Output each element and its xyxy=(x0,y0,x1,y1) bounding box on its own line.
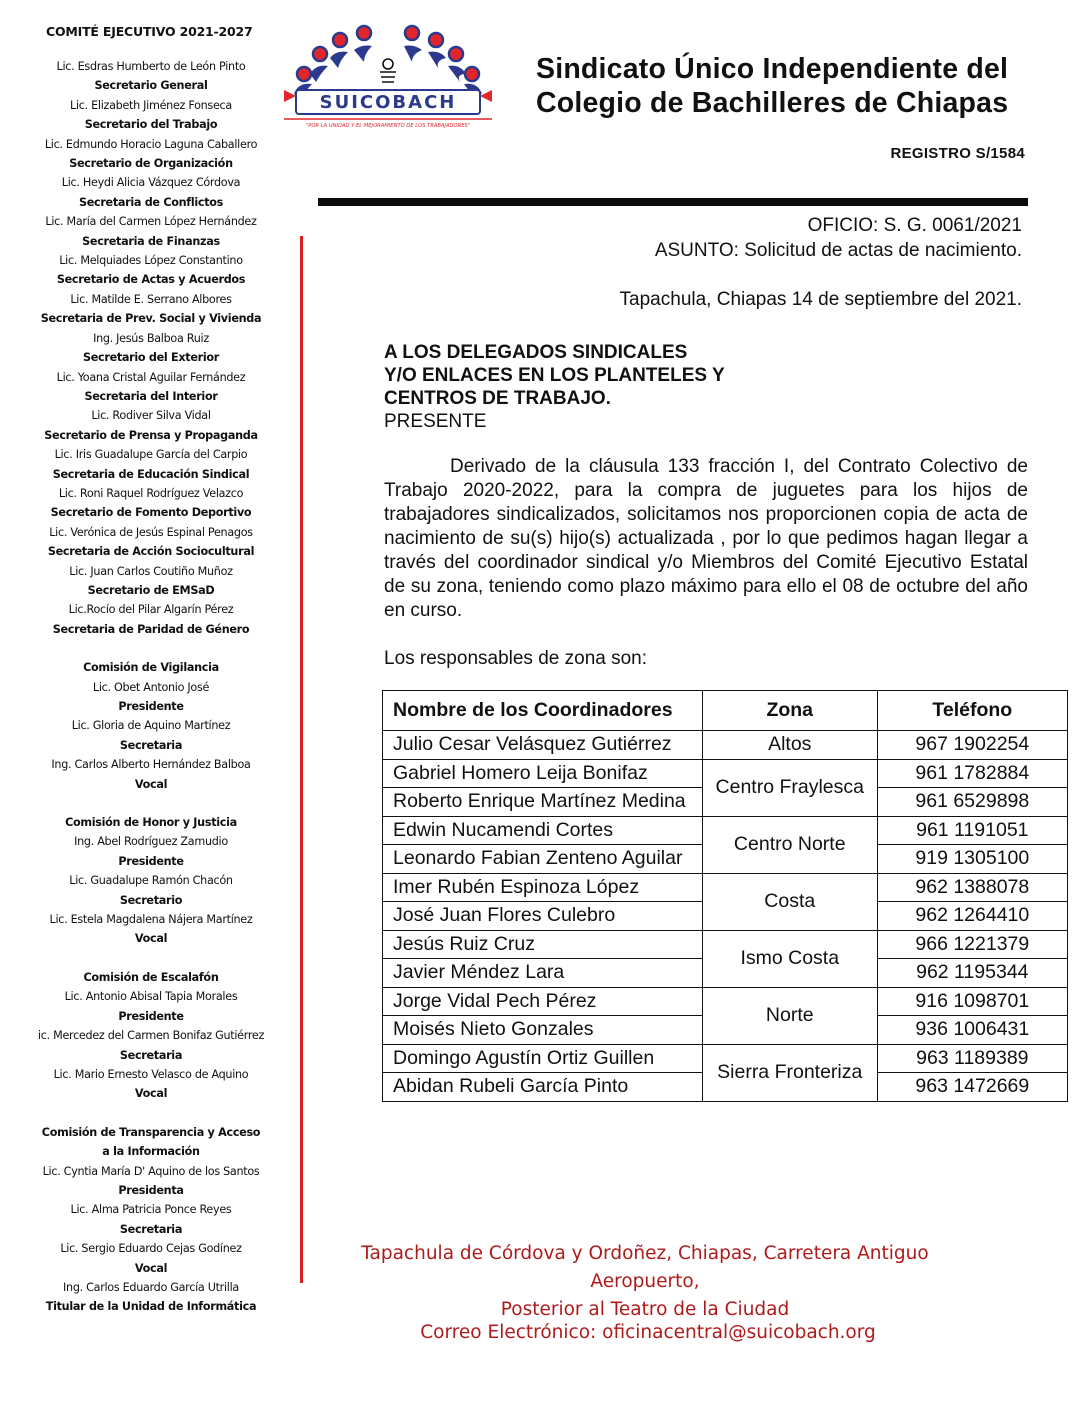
telefono-cell: 963 1189389 xyxy=(877,1044,1067,1073)
zona-cell: Centro Norte xyxy=(702,816,877,873)
coordinators-table xyxy=(382,690,1068,1102)
telefono-cell: 962 1388078 xyxy=(877,873,1067,902)
header-rule xyxy=(318,198,1028,206)
table-header-row xyxy=(383,691,1068,731)
addressee-line-3: CENTROS DE TRABAJO. xyxy=(384,388,611,409)
coordinator-name-cell: Moisés Nieto Gonzales xyxy=(383,1016,703,1045)
member-name: Lic. Heydi Alicia Vázquez Córdova xyxy=(61,176,241,190)
commission-title: Comisión de Vigilancia xyxy=(83,661,219,675)
commission-member xyxy=(22,1200,280,1239)
table-row xyxy=(383,873,1068,902)
letter-body xyxy=(384,455,1028,623)
member-role: Presidente xyxy=(118,854,184,868)
committee-member xyxy=(22,251,280,290)
coordinator-name-cell: Jesús Ruiz Cruz xyxy=(383,930,703,959)
member-name: Lic. Verónica de Jesús Espinal Penagos xyxy=(49,525,253,539)
presente-label: PRESENTE xyxy=(384,411,487,432)
member-role: Secretario del Trabajo xyxy=(84,118,218,132)
member-role: Secretario del Exterior xyxy=(83,351,219,365)
member-role: Vocal xyxy=(134,777,168,791)
zona-cell: Centro Fraylesca xyxy=(702,759,877,816)
commission-block xyxy=(22,1123,280,1317)
member-name: Lic. Iris Guadalupe García del Carpio xyxy=(54,448,248,462)
commissions-list xyxy=(22,658,280,1317)
responsables-intro: Los responsables de zona son: xyxy=(384,648,648,669)
coordinator-name-cell: Edwin Nucamendi Cortes xyxy=(383,816,703,845)
member-role: Secretaria de Conflictos xyxy=(78,195,224,209)
table-row xyxy=(383,759,1068,788)
coordinator-name-cell: Domingo Agustín Ortiz Guillen xyxy=(383,1044,703,1073)
coordinator-name-cell: José Juan Flores Culebro xyxy=(383,902,703,931)
member-role: Presidenta xyxy=(118,1183,184,1197)
member-name: Lic. Esdras Humberto de León Pinto xyxy=(56,60,246,73)
commission-member xyxy=(22,910,280,949)
member-name: Lic. Mario Ernesto Velasco de Aquino xyxy=(53,1067,249,1081)
telefono-cell: 916 1098701 xyxy=(877,987,1067,1016)
member-name: Lic. Antonio Abisal Tapia Morales xyxy=(64,990,238,1004)
member-role: Secretaria de Finanzas xyxy=(82,234,220,248)
commission-member xyxy=(22,832,280,871)
telefono-cell: 966 1221379 xyxy=(877,930,1067,959)
commission-member xyxy=(22,871,280,910)
commission-member xyxy=(22,1065,280,1104)
commission-member xyxy=(22,1026,280,1065)
member-role: Secretaria xyxy=(119,738,183,752)
table-row xyxy=(383,1044,1068,1073)
committee-member xyxy=(22,445,280,484)
member-role: Secretaria del Interior xyxy=(84,389,218,403)
commission-member xyxy=(22,678,280,717)
coordinator-name-cell: Leonardo Fabian Zenteno Aguilar xyxy=(383,845,703,874)
member-role: Secretaria de Educación Sindical xyxy=(52,467,250,481)
member-name: Lic. Obet Antonio José xyxy=(92,680,210,694)
committee-member xyxy=(22,368,280,407)
member-name: Lic. Rodiver Silva Vidal xyxy=(91,409,211,423)
header-telefono: Teléfono xyxy=(877,691,1067,731)
commission-member xyxy=(22,755,280,794)
committee-member xyxy=(22,57,280,96)
member-name: Lic. Juan Carlos Coutiño Muñoz xyxy=(69,564,233,578)
member-name: Lic. Yoana Cristal Aguilar Fernández xyxy=(56,370,246,384)
addressee-line-1: A LOS DELEGADOS SINDICALES xyxy=(384,342,688,363)
committee-members-list xyxy=(22,57,280,639)
coordinators-table-body xyxy=(383,731,1068,1102)
member-name: Ing. Abel Rodríguez Zamudio xyxy=(74,835,228,849)
member-name: Ing. Carlos Eduardo García Utrilla xyxy=(63,1280,239,1294)
member-role: Vocal xyxy=(134,932,168,946)
commission-member xyxy=(22,1162,280,1201)
member-name: Lic. Elizabeth Jiménez Fonseca xyxy=(70,98,232,112)
member-role: Secretario de EMSaD xyxy=(87,583,215,597)
committee-member xyxy=(22,329,280,368)
member-name: Lic.Rocío del Pilar Algarín Pérez xyxy=(68,603,234,617)
registration-number: REGISTRO S/1584 xyxy=(890,145,1025,162)
commission-block xyxy=(22,968,280,1104)
member-role: Secretario de Prensa y Propaganda xyxy=(44,428,258,442)
commission-member xyxy=(22,1278,280,1317)
coordinator-name-cell: Roberto Enrique Martínez Medina xyxy=(383,788,703,817)
addressee-line-2: Y/O ENLACES EN LOS PLANTELES Y xyxy=(384,365,725,386)
zona-cell: Norte xyxy=(702,987,877,1044)
telefono-cell: 961 1191051 xyxy=(877,816,1067,845)
member-name: Lic. María del Carmen López Hernández xyxy=(45,215,257,229)
org-name-line-1: Sindicato Único Independiente del xyxy=(536,53,1009,85)
member-role: Secretario General xyxy=(94,79,208,93)
subject-line: ASUNTO: Solicitud de actas de nacimiento. xyxy=(654,240,1022,261)
member-role: Secretario de Fomento Deportivo xyxy=(50,506,252,520)
committee-member xyxy=(22,484,280,523)
executive-committee-sidebar xyxy=(22,24,280,1317)
commission-block xyxy=(22,658,280,794)
member-role: Vocal xyxy=(134,1087,168,1101)
logo-motto: "POR LA UNIDAD Y EL MEJORAMIENTO DE LOS TRABAJADORES" xyxy=(305,123,471,129)
addressee-block xyxy=(384,341,725,433)
member-role: Secretaria de Acción Sociocultural xyxy=(47,545,255,559)
committee-member xyxy=(22,173,280,212)
body-paragraph: Derivado de la cláusula 133 fracción I, del Contrato Colectivo de Trabajo 2020-2022, para la compra de juguetes para los hijos de trabajadores sindicalizados, solicitamos nos proporcionen copia de acta de nacimiento de su(s) hijo(s) actualizada , por lo que pedimos hagan llegar a través del coordinador sindical y/o Miembros del Comité Ejecutivo Estatal de su zona, teniendo como plazo máximo para ello el 08 de octubre del año en curso. xyxy=(384,456,1028,621)
committee-member xyxy=(22,406,280,445)
footer-address xyxy=(310,1240,980,1324)
commission-member xyxy=(22,1239,280,1278)
organization-name xyxy=(536,52,1008,120)
commission-title: Comisión de Honor y Justicia xyxy=(65,816,237,830)
coordinator-name-cell: Gabriel Homero Leija Bonifaz xyxy=(383,759,703,788)
member-role: Secretaria de Paridad de Género xyxy=(52,622,250,636)
commission-member xyxy=(22,716,280,755)
table-row xyxy=(383,816,1068,845)
member-name: Lic. Alma Patricia Ponce Reyes xyxy=(70,1203,232,1217)
member-name: Ing. Jesús Balboa Ruiz xyxy=(93,331,209,345)
oficio-number: OFICIO: S. G. 0061/2021 xyxy=(807,215,1022,236)
coordinator-name-cell: Javier Méndez Lara xyxy=(383,959,703,988)
header-nombre: Nombre de los Coordinadores xyxy=(383,691,703,731)
org-name-line-2: Colegio de Bachilleres de Chiapas xyxy=(536,87,1009,119)
footer-address-line-1: Tapachula de Córdova y Ordoñez, Chiapas, Carretera Antiguo Aeropuerto, xyxy=(361,1243,929,1292)
member-name: Lic. Edmundo Horacio Laguna Caballero xyxy=(44,137,258,151)
committee-member xyxy=(22,600,280,639)
member-role: Secretario de Organización xyxy=(69,157,233,171)
table-row xyxy=(383,731,1068,760)
member-role: Secretaria xyxy=(119,1048,183,1062)
member-role: Secretaria de Prev. Social y Vivienda xyxy=(40,312,262,326)
member-name: Lic. Matilde E. Serrano Albores xyxy=(70,292,232,306)
committee-member xyxy=(22,290,280,329)
member-name: Ing. Carlos Alberto Hernández Balboa xyxy=(51,758,251,772)
member-role: Presidente xyxy=(118,700,184,713)
commission-title: Comisión de Escalafón xyxy=(83,970,219,984)
member-name: Lic. Roni Raquel Rodríguez Velazco xyxy=(58,486,244,500)
logo-wordmark: SUICOBACH xyxy=(319,92,457,113)
sidebar-title: COMITÉ EJECUTIVO 2021-2027 xyxy=(46,24,253,39)
committee-member xyxy=(22,523,280,562)
telefono-cell: 967 1902254 xyxy=(877,731,1067,760)
member-name: Lic. Melquiades López Constantino xyxy=(59,254,243,268)
telefono-cell: 962 1195344 xyxy=(877,959,1067,988)
member-name: Lic. Sergio Eduardo Cejas Godínez xyxy=(60,1242,242,1256)
coordinator-name-cell: Abidan Rubeli García Pinto xyxy=(383,1073,703,1102)
table-row xyxy=(383,930,1068,959)
zona-cell: Ismo Costa xyxy=(702,930,877,987)
member-role: Secretario xyxy=(119,893,183,907)
member-name: Lic. Estela Magdalena Nájera Martínez xyxy=(49,913,253,927)
telefono-cell: 919 1305100 xyxy=(877,845,1067,874)
member-role: Presidente xyxy=(118,1009,184,1023)
letter-date: Tapachula, Chiapas 14 de septiembre del 2021. xyxy=(619,289,1022,310)
commission-member xyxy=(22,987,280,1026)
coordinator-name-cell: Jorge Vidal Pech Pérez xyxy=(383,987,703,1016)
member-name: Lic. Cyntia María D' Aquino de los Santos xyxy=(42,1164,260,1178)
suicobach-logo xyxy=(276,24,500,130)
zona-cell: Altos xyxy=(702,731,877,760)
footer-address-line-2: Posterior al Teatro de la Ciudad xyxy=(500,1299,790,1320)
member-role: Secretaria xyxy=(119,1222,183,1236)
committee-member xyxy=(22,562,280,601)
member-role: Titular de la Unidad de Informática xyxy=(45,1300,257,1314)
table-row xyxy=(383,987,1068,1016)
committee-member xyxy=(22,212,280,251)
header-zona: Zona xyxy=(702,691,877,731)
telefono-cell: 962 1264410 xyxy=(877,902,1067,931)
member-name: ic. Mercedez del Carmen Bonifaz Gutiérrez xyxy=(37,1029,265,1043)
coordinator-name-cell: Julio Cesar Velásquez Gutiérrez xyxy=(383,731,703,760)
commission-block xyxy=(22,813,280,949)
coordinator-name-cell: Imer Rubén Espinoza López xyxy=(383,873,703,902)
member-name: Lic. Gloria de Aquino Martínez xyxy=(71,719,231,733)
zona-cell: Sierra Fronteriza xyxy=(702,1044,877,1101)
commission-title: Comisión de Transparencia y Acceso a la Información xyxy=(41,1125,261,1159)
member-role: Secretario de Actas y Acuerdos xyxy=(56,273,246,287)
telefono-cell: 961 6529898 xyxy=(877,788,1067,817)
red-vertical-rule xyxy=(300,236,303,1283)
telefono-cell: 963 1472669 xyxy=(877,1073,1067,1102)
member-name: Lic. Guadalupe Ramón Chacón xyxy=(69,874,233,888)
telefono-cell: 936 1006431 xyxy=(877,1016,1067,1045)
zona-cell: Costa xyxy=(702,873,877,930)
footer-email: Correo Electrónico: oficinacentral@suicobach.org xyxy=(420,1322,876,1343)
committee-member xyxy=(22,96,280,135)
committee-member xyxy=(22,135,280,174)
member-role: Vocal xyxy=(134,1261,168,1275)
telefono-cell: 961 1782884 xyxy=(877,759,1067,788)
